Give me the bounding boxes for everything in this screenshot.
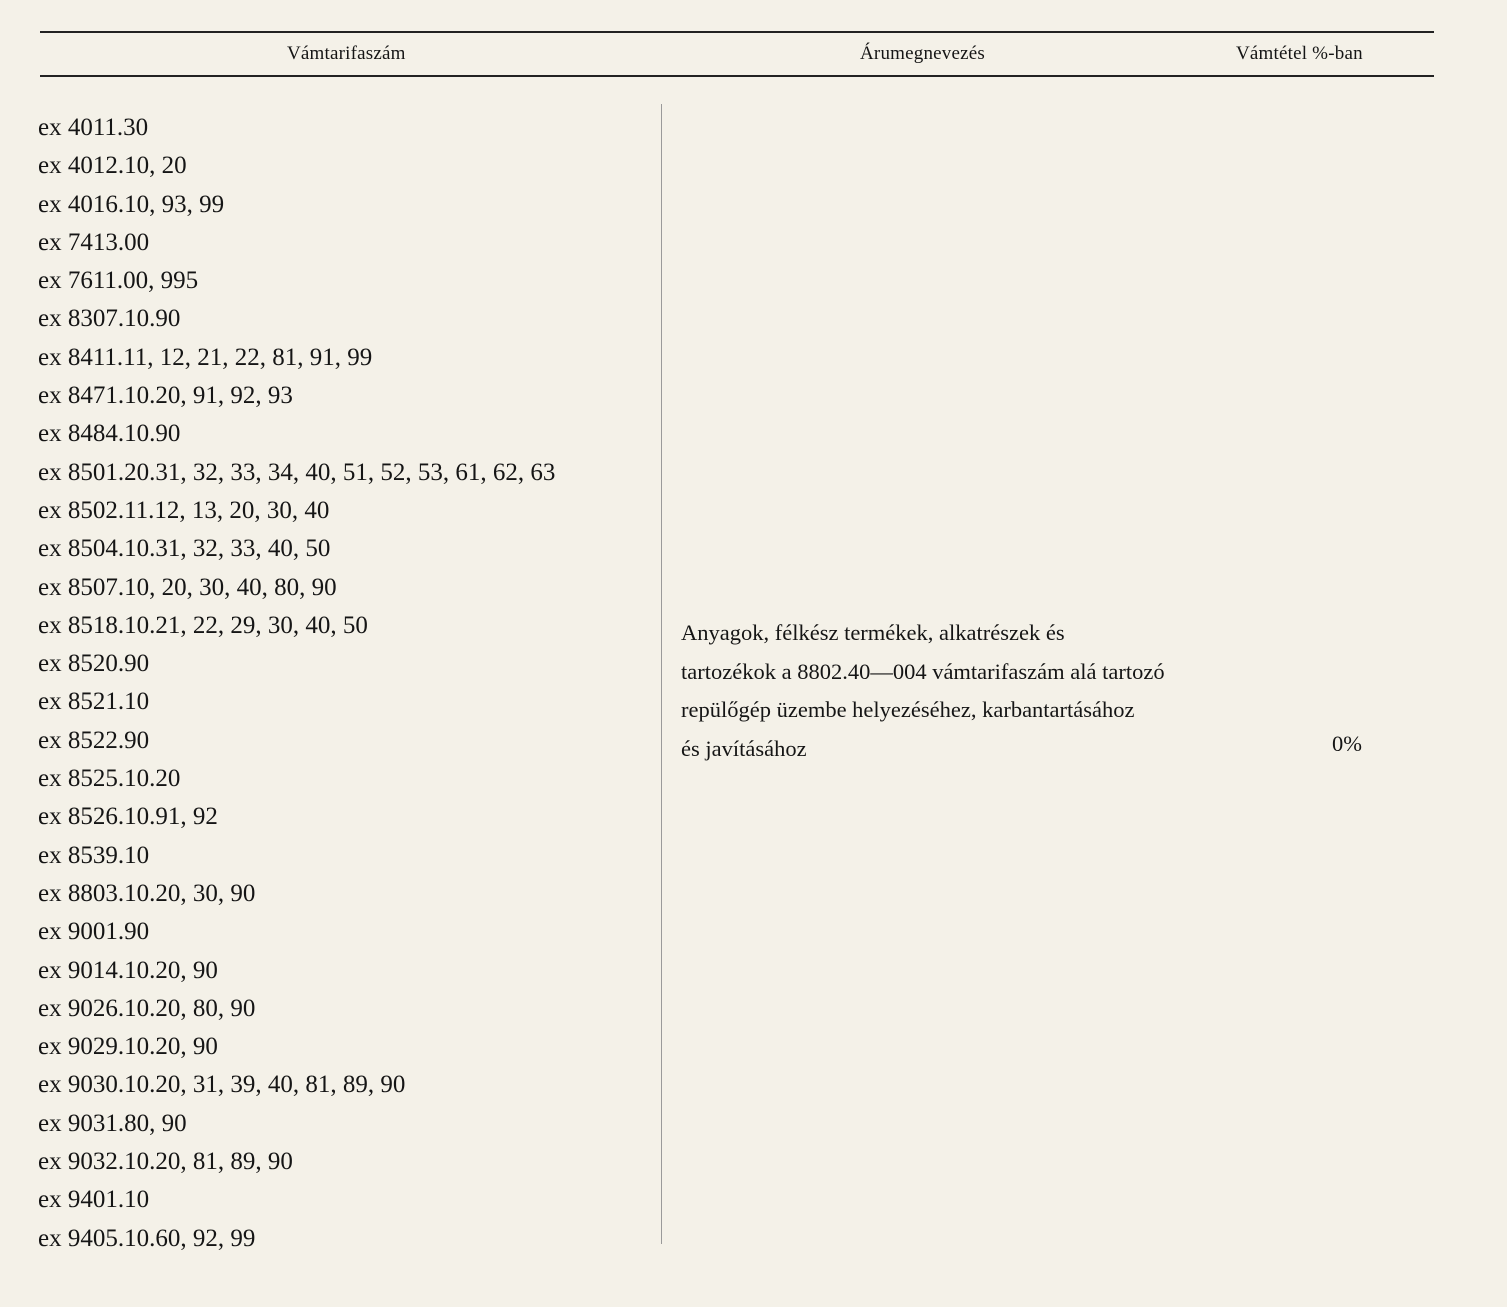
- goods-description-line: tartozékok a 8802.40—004 vámtarifaszám alá tartozó: [681, 658, 1165, 684]
- tariff-code: ex 8518.10.21, 22, 29, 30, 40, 50: [38, 611, 368, 639]
- goods-description-line: Anyagok, félkész termékek, alkatrészek és: [681, 620, 1065, 645]
- tariff-code: ex 9029.10.20, 90: [38, 1033, 218, 1061]
- tariff-code: ex 9001.90: [38, 918, 150, 946]
- header-duty-rate: Vámtétel %-ban: [1236, 43, 1363, 64]
- column-divider: [661, 104, 662, 1244]
- table-header-rule: [40, 75, 1434, 77]
- tariff-code: ex 4016.10, 93, 99: [38, 190, 225, 218]
- goods-description-line: és javításához: [681, 735, 807, 761]
- tariff-code: ex 4011.30: [38, 114, 149, 141]
- tariff-code: ex 8539.10: [38, 841, 150, 869]
- header-tariff-number: Vámtarifaszám: [287, 43, 406, 64]
- tariff-code: ex 8484.10.90: [38, 420, 181, 448]
- tariff-code: ex 8522.90: [38, 726, 150, 754]
- tariff-code: ex 7413.00: [38, 228, 150, 256]
- tariff-code: ex 9026.10.20, 80, 90: [38, 994, 256, 1022]
- tariff-code: ex 9030.10.20, 31, 39, 40, 81, 89, 90: [38, 1071, 406, 1099]
- tariff-code: ex 9031.80, 90: [38, 1109, 187, 1137]
- tariff-code: ex 8526.10.91, 92: [38, 803, 218, 831]
- table-top-rule: [40, 31, 1434, 33]
- tariff-code: ex 8501.20.31, 32, 33, 34, 40, 51, 52, 53, 61, 62, 63: [38, 458, 556, 486]
- tariff-code: ex 8521.10: [38, 688, 150, 716]
- tariff-code: ex 8502.11.12, 13, 20, 30, 40: [38, 496, 330, 524]
- tariff-code-list: [38, 109, 555, 1258]
- tariff-code: ex 4012.10, 20: [38, 152, 187, 180]
- tariff-code: ex 9405.10.60, 92, 99: [38, 1224, 256, 1252]
- goods-description: [681, 614, 1301, 768]
- header-goods-description: Árumegnevezés: [860, 43, 985, 64]
- tariff-code: ex 8307.10.90: [38, 305, 181, 333]
- tariff-code: ex 8803.10.20, 30, 90: [38, 879, 256, 907]
- tariff-code: ex 8411.11, 12, 21, 22, 81, 91, 99: [38, 343, 373, 371]
- tariff-code: ex 8507.10, 20, 30, 40, 80, 90: [38, 573, 337, 601]
- tariff-code: ex 8520.90: [38, 650, 150, 678]
- goods-description-line: repülőgép üzembe helyezéséhez, karbantartásához: [681, 697, 1135, 722]
- tariff-code: ex 9401.10: [38, 1186, 150, 1214]
- tariff-code: ex 7611.00, 995: [38, 267, 199, 295]
- tariff-code: ex 8471.10.20, 91, 92, 93: [38, 382, 293, 410]
- tariff-code: ex 9032.10.20, 81, 89, 90: [38, 1148, 293, 1176]
- tariff-code: ex 8504.10.31, 32, 33, 40, 50: [38, 535, 331, 563]
- duty-rate-value: 0%: [1332, 731, 1362, 756]
- tariff-code: ex 9014.10.20, 90: [38, 956, 218, 984]
- tariff-code: ex 8525.10.20: [38, 765, 181, 793]
